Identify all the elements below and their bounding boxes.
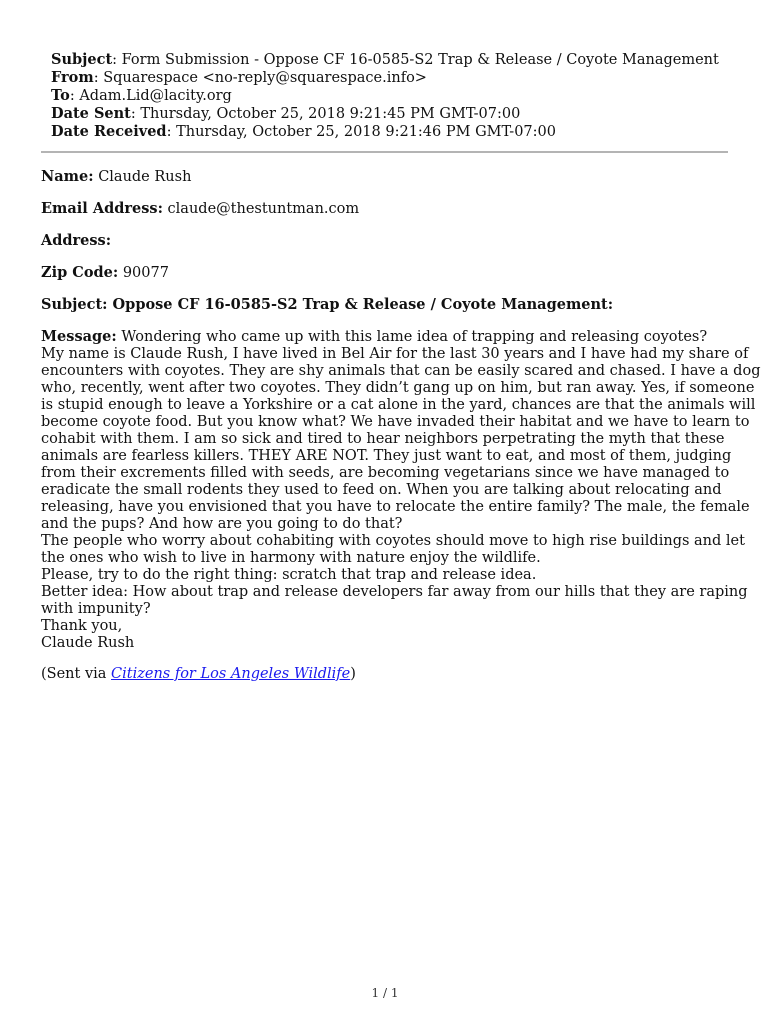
header-date-sent-value: Thursday, October 25, 2018 9:21:45 PM GMT-07:00 [140,106,521,122]
header-date-received-label: Date Received [51,123,167,140]
header-from: From: Squarespace <no-reply@squarespace.info> [51,69,427,86]
name-label: Name: [41,168,94,185]
zip-value: 90077 [122,265,169,281]
message-line: Please, try to do the right thing: scratch that trap and release idea. [41,567,537,583]
email-label: Email Address: [41,200,163,217]
header-from-label: From [51,69,94,86]
message-label: Message: [41,328,117,345]
header-date-received: Date Received: Thursday, October 25, 2018 9:21:46 PM GMT-07:00 [51,123,556,140]
message-line: and the pups? And how are you going to do that? [41,516,403,532]
message-line: from their excrements filled with seeds, are becoming vegetarians since we have managed to [41,465,730,481]
header-date-sent-label: Date Sent [51,105,131,122]
message-line: encounters with coyotes. They are shy animals that can be easily scared and chased. I have a dog [41,363,761,379]
sent-via-suffix: ) [350,666,356,682]
header-to-value: Adam.Lid@lacity.org [79,88,232,104]
header-date-sent: Date Sent: Thursday, October 25, 2018 9:21:45 PM GMT-07:00 [51,105,521,122]
email-value: claude@thestuntman.com [167,201,360,217]
header-subject-value: Form Submission - Oppose CF 16-0585-S2 Trap & Release / Coyote Management [121,52,719,68]
form-subject-label: Subject: Oppose CF 16-0585-S2 Trap & Release / Coyote Management: [41,296,614,313]
header-subject-label: Subject [51,51,113,68]
page-indicator: 1 / 1 [371,986,399,1000]
message-line: releasing, have you envisioned that you have to relocate the entire family? The male, the female [41,499,750,515]
message-field [41,328,761,652]
message-line: eradicate the small rodents they used to feed on. When you are talking about relocating and [41,482,722,498]
name-value: Claude Rush [98,169,192,185]
message-line: animals are fearless killers. THEY ARE NOT. They just want to eat, and most of them, judging [41,448,732,464]
header-divider [41,151,728,153]
sent-via-line [41,666,731,683]
message-line [41,328,731,346]
message-line: the ones who wish to live in harmony with nature enjoy the wildlife. [41,550,541,566]
header-from-value: Squarespace <no-reply@squarespace.info> [103,70,427,86]
header-to-label: To [51,87,70,104]
header-subject: Subject: Form Submission - Oppose CF 16-0585-S2 Trap & Release / Coyote Management [51,51,719,68]
citizens-for-la-wildlife-link[interactable]: Citizens for Los Angeles Wildlife [111,666,351,682]
message-text: Wondering who came up with this lame idea of trapping and releasing coyotes? [121,329,708,345]
message-line: cohabit with them. I am so sick and tired to hear neighbors perpetrating the myth that these [41,431,725,447]
zip-label: Zip Code: [41,264,119,281]
message-line: Thank you, [41,618,123,634]
message-line: The people who worry about cohabiting with coyotes should move to high rise buildings and let [41,533,745,549]
zip-field [41,264,731,282]
message-line: with impunity? [41,601,151,617]
address-field [41,232,731,250]
form-submission-body [41,168,761,683]
message-line: is stupid enough to leave a Yorkshire or a cat alone in the yard, chances are that the animals will [41,397,756,413]
message-line: Better idea: How about trap and release developers far away from our hills that they are raping [41,584,748,600]
header-date-received-value: Thursday, October 25, 2018 9:21:46 PM GMT-07:00 [176,124,556,140]
message-line: become coyote food. But you know what? We have invaded their habitat and we have to learn to [41,414,750,430]
email-field [41,200,731,218]
address-label: Address: [41,232,112,249]
email-header [51,51,719,141]
message-line: who, recently, went after two coyotes. They didn’t gang up on him, but ran away. Yes, if someone [41,380,755,396]
message-line: My name is Claude Rush, I have lived in Bel Air for the last 30 years and I have had my share of [41,346,749,362]
message-line: Claude Rush [41,635,135,651]
header-to: To: Adam.Lid@lacity.org [51,87,232,104]
name-field [41,168,731,186]
subject-field [41,296,731,314]
sent-via-prefix: (Sent via [41,666,112,682]
